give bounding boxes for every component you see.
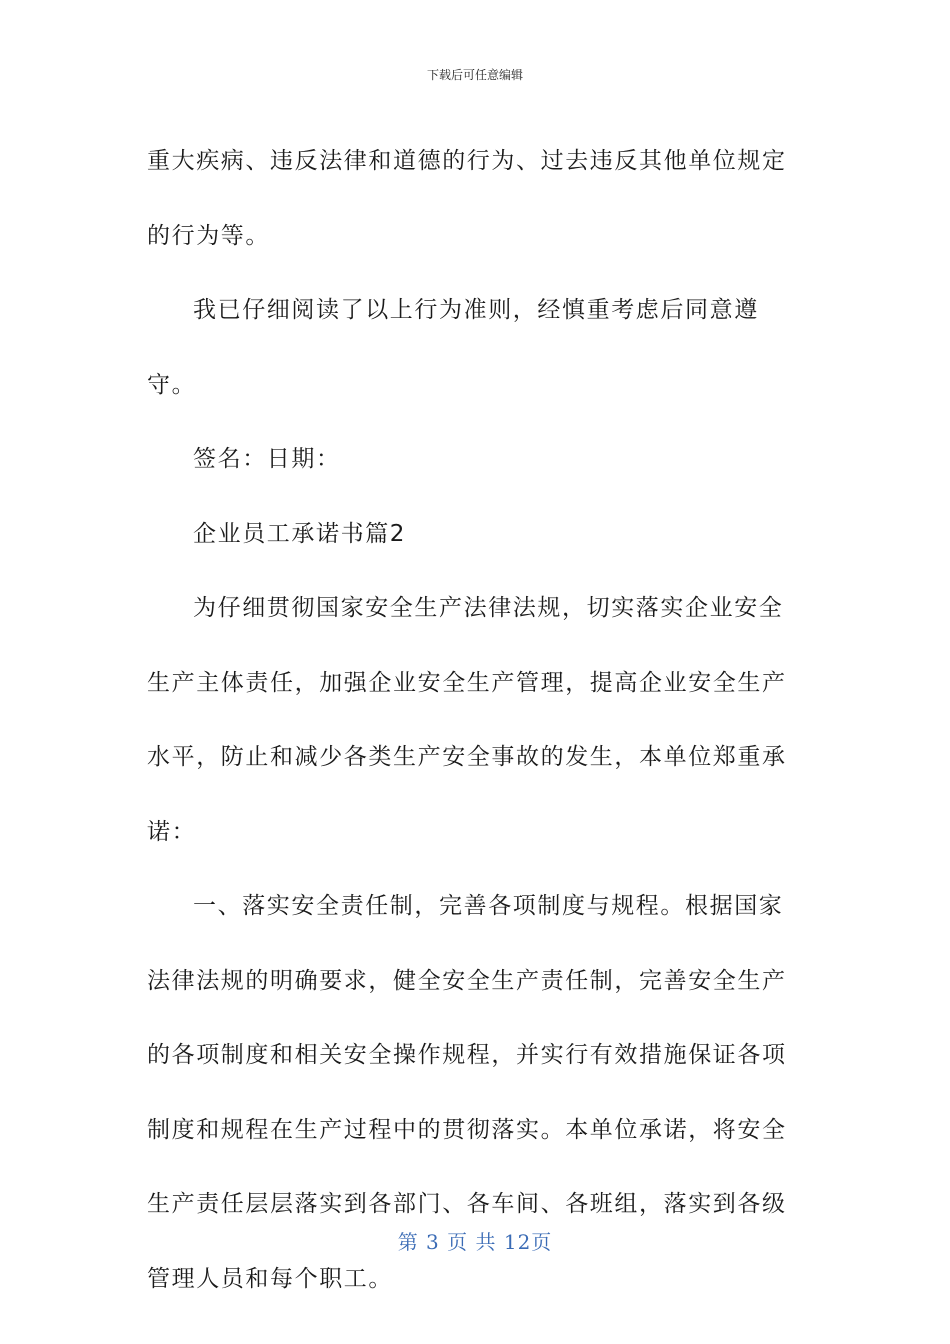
document-body <box>147 124 807 1316</box>
signature-date-line: 签名：日期： <box>193 446 341 472</box>
paragraph-commitment-1: 一、落实安全责任制，完善各项制度与规程。根据国家法律法规的明确要求，健全安全生产责任制，完善安全生产的各项制度和相关安全操作规程，并实行有效措施保证各项制度和规程在生产过程中的贯彻落实。本单位承诺，将安全生产责任层层落实到各部门、各车间、各班组，落实到各级管理人员和每个职工。 <box>147 893 787 1292</box>
page-number: 第 3 页 共 12页 <box>397 1230 553 1254</box>
paragraph-agreement: 我已仔细阅读了以上行为准则，经慎重考虑后同意遵守。 <box>147 297 759 398</box>
paragraph-intro: 为仔细贯彻国家安全生产法律法规，切实落实企业安全生产主体责任，加强企业安全生产管理，提高企业安全生产水平，防止和减少各类生产安全事故的发生，本单位郑重承诺： <box>147 595 787 845</box>
page-header: 下载后可任意编辑 <box>426 68 523 82</box>
section-heading: 企业员工承诺书篇2 <box>193 520 407 547</box>
paragraph-continuation: 重大疾病、违反法律和道德的行为、过去违反其他单位规定的行为等。 <box>147 148 787 249</box>
